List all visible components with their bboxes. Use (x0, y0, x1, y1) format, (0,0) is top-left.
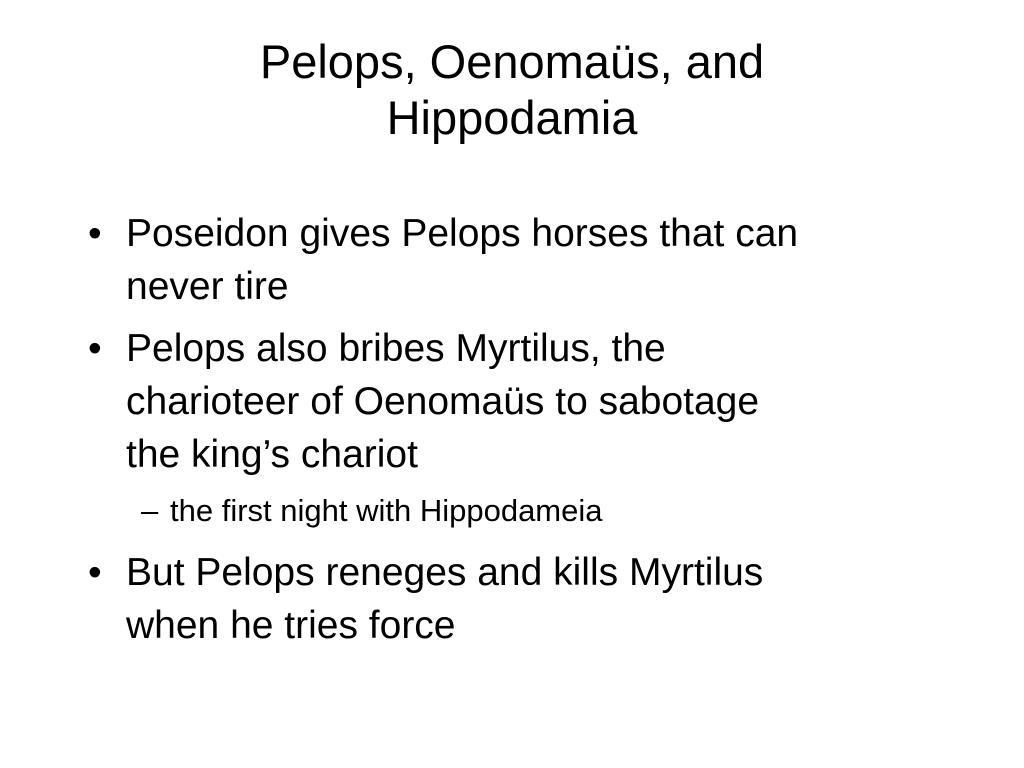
title-line: Hippodamia (386, 91, 638, 144)
bullet-item (88, 322, 948, 481)
bullet-text-line: But Pelops reneges and kills Myrtilus (126, 551, 764, 594)
bullet-marker: • (88, 327, 102, 370)
bullet-text-line: charioteer of Oenomaüs to sabotage (126, 380, 760, 423)
sub-bullet-text: the first night with Hippodameia (170, 493, 603, 528)
bullet-text-line: never tire (126, 265, 289, 308)
slide-body (88, 207, 948, 661)
bullet-text-line: Pelops also bribes Myrtilus, the (126, 327, 666, 370)
sub-bullet-item (88, 489, 948, 533)
bullet-marker: • (88, 212, 102, 255)
bullet-item (88, 207, 948, 313)
title-line: Pelops, Oenomaüs, and (259, 35, 765, 88)
bullet-item (88, 546, 948, 652)
bullet-text-line: when he tries force (126, 604, 456, 647)
slide-title (60, 34, 964, 146)
bullet-marker: • (88, 551, 102, 594)
bullet-text-line: the king’s chariot (126, 433, 418, 476)
sub-bullet-marker: – (141, 493, 159, 528)
bullet-text-line: Poseidon gives Pelops horses that can (126, 212, 799, 255)
